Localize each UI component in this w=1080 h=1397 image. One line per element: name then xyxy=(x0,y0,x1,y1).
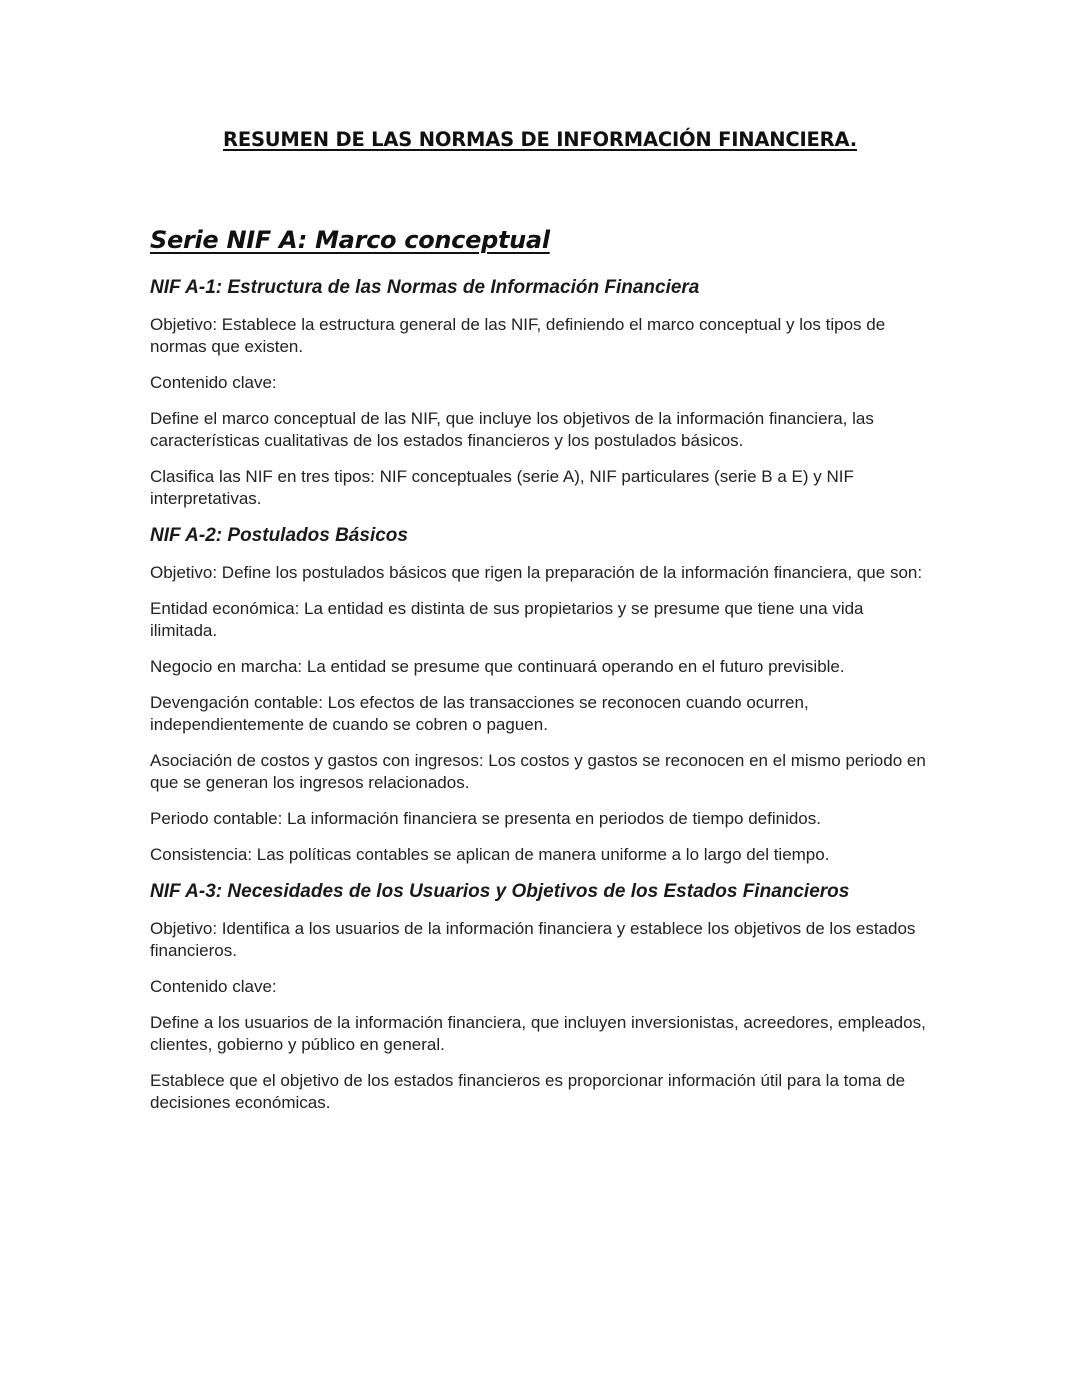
section-nif-a3 xyxy=(150,880,930,1114)
paragraph: Contenido clave: xyxy=(150,373,277,392)
paragraph: Define a los usuarios de la información financiera, que incluyen inversionistas, acreedores, empleados, clientes, gobierno y público en general. xyxy=(150,1013,926,1054)
series-title: Serie NIF A: Marco conceptual xyxy=(150,226,550,254)
paragraph: Objetivo: Establece la estructura general de las NIF, definiendo el marco conceptual y los tipos de normas que existen. xyxy=(150,315,886,356)
paragraph: Contenido clave: xyxy=(150,977,277,996)
paragraph: Objetivo: Define los postulados básicos que rigen la preparación de la información financiera, que son: xyxy=(150,563,923,582)
document-content xyxy=(150,222,930,1128)
paragraph: Establece que el objetivo de los estados financieros es proporcionar información útil para la toma de decisiones económicas. xyxy=(150,1071,906,1112)
paragraph: Devengación contable: Los efectos de las transacciones se reconocen cuando ocurren, independientemente de cuando se cobren o paguen. xyxy=(150,693,809,734)
paragraph: Define el marco conceptual de las NIF, que incluye los objetivos de la información financiera, las características cualitativas de los estados financieros y los postulados básicos. xyxy=(150,409,874,450)
paragraph: Periodo contable: La información financiera se presenta en periodos de tiempo definidos. xyxy=(150,809,821,828)
paragraph: Asociación de costos y gastos con ingresos: Los costos y gastos se reconocen en el mismo periodo en que se generan los ingresos relacionados. xyxy=(150,751,926,792)
section-heading: NIF A-3: Necesidades de los Usuarios y Objetivos de los Estados Financieros xyxy=(150,881,850,902)
section-heading: NIF A-1: Estructura de las Normas de Información Financiera xyxy=(150,277,700,298)
document-title: RESUMEN DE LAS NORMAS DE INFORMACIÓN FINANCIERA. xyxy=(223,128,857,151)
section-nif-a1 xyxy=(150,276,930,510)
paragraph: Entidad económica: La entidad es distinta de sus propietarios y se presume que tiene una vida ilimitada. xyxy=(150,599,864,640)
section-heading: NIF A-2: Postulados Básicos xyxy=(150,525,408,546)
paragraph: Negocio en marcha: La entidad se presume que continuará operando en el futuro previsible. xyxy=(150,657,845,676)
section-nif-a2 xyxy=(150,524,930,866)
paragraph: Consistencia: Las políticas contables se aplican de manera uniforme a lo largo del tiempo. xyxy=(150,845,830,864)
paragraph: Clasifica las NIF en tres tipos: NIF conceptuales (serie A), NIF particulares (serie B a E) y NIF interpretativas. xyxy=(150,467,854,508)
paragraph: Objetivo: Identifica a los usuarios de la información financiera y establece los objetivos de los estados financieros. xyxy=(150,919,916,960)
